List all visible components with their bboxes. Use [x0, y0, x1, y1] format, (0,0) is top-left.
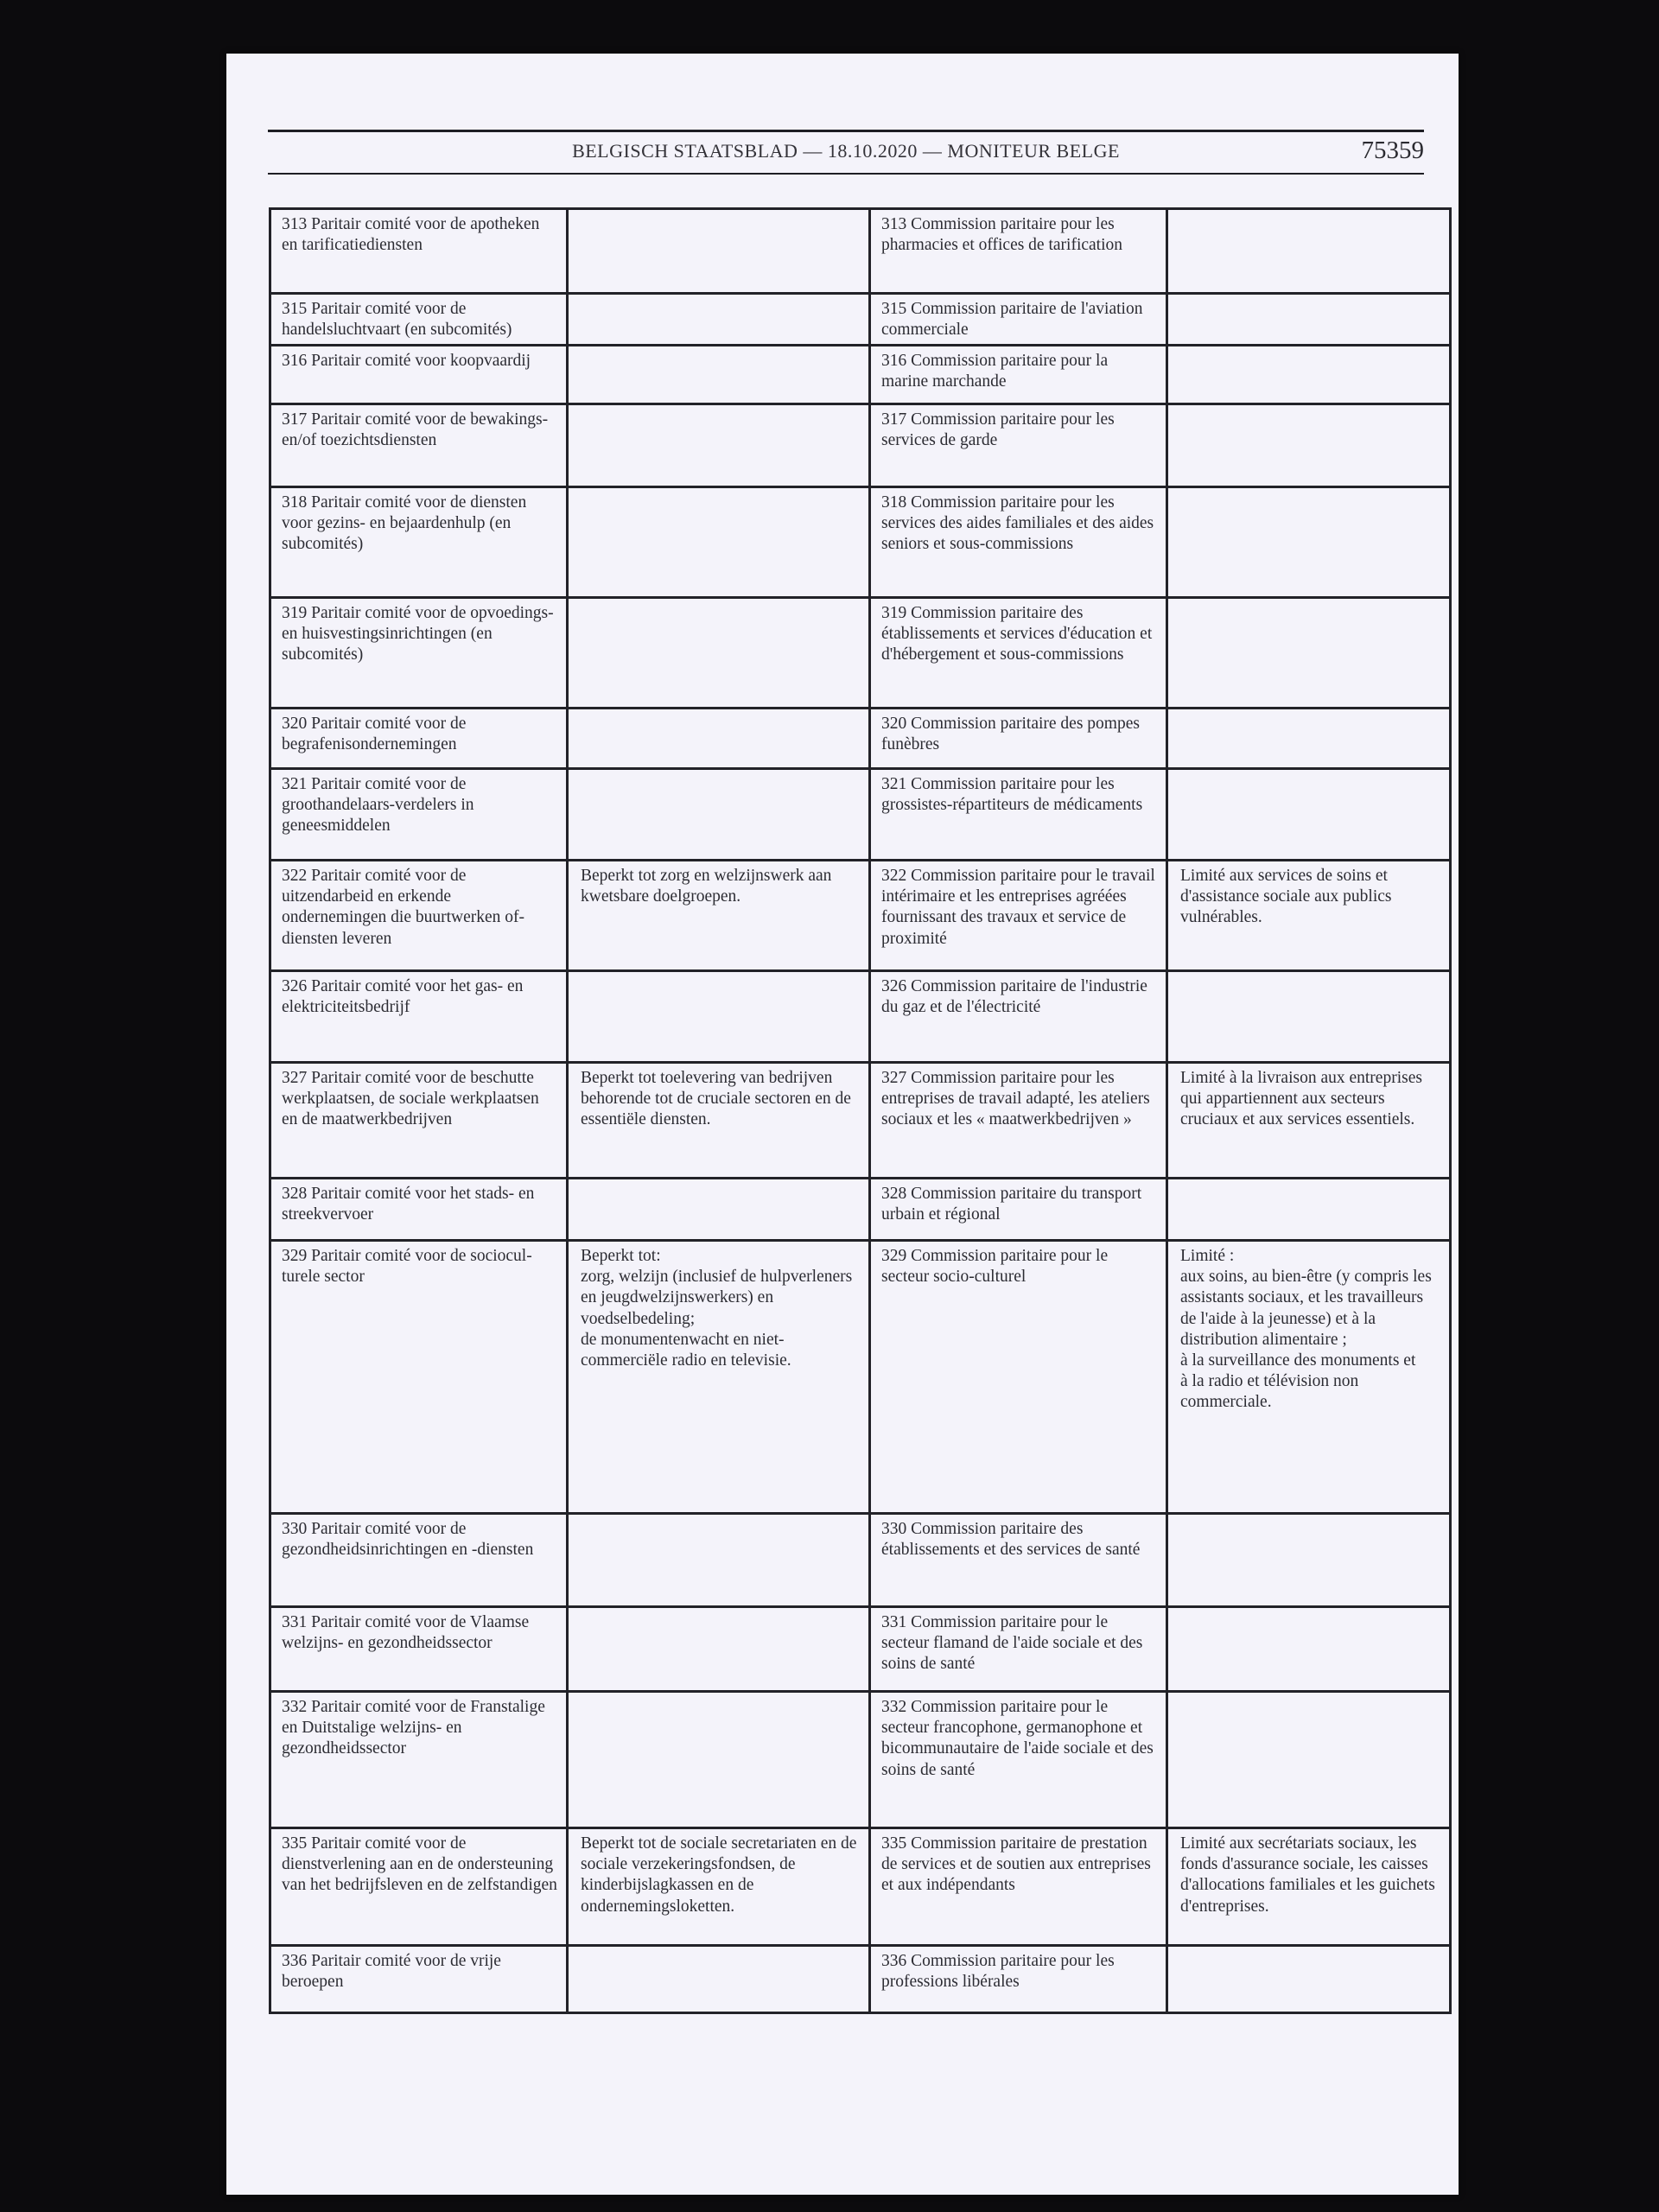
committee-fr-cell-text: 315 Commission paritaire de l'aviation commerciale: [881, 300, 1143, 340]
committee-fr-cell-text: 329 Commission paritaire pour le secteur socio-culturel: [881, 1247, 1109, 1287]
table-row: [270, 1514, 1451, 1607]
committee-fr-cell-text: 330 Commission paritaire des établissements et des services de santé: [881, 1520, 1141, 1560]
committee-fr-cell: [870, 598, 1167, 709]
committee-nl-cell-text: 336 Paritair comité voor de vrije beroepen: [282, 1952, 501, 1992]
restriction-fr-cell: [1167, 404, 1451, 487]
restriction-nl-cell: [568, 1179, 870, 1241]
table-row: [270, 861, 1451, 971]
committee-fr-cell: [870, 1692, 1167, 1828]
committee-table-wrapper: [269, 207, 1449, 2014]
table-row: [270, 598, 1451, 709]
restriction-nl-cell: [568, 971, 870, 1063]
committee-fr-cell: [870, 487, 1167, 598]
restriction-fr-cell-text: Limité : aux soins, au bien-être (y compris les assistants sociaux, et les travailleurs de l'aide à la jeunesse) et à la distribution alimentaire ; à la surveillance des monuments et à la radio et télévision non commerciale.: [1180, 1247, 1432, 1412]
committee-fr-cell-text: 326 Commission paritaire de l'industrie du gaz et de l'électricité: [881, 977, 1147, 1017]
restriction-nl-cell: [568, 1063, 870, 1179]
committee-fr-cell: [870, 1946, 1167, 2013]
committee-fr-cell-text: 317 Commission paritaire pour les services de garde: [881, 410, 1115, 450]
table-body: [270, 209, 1451, 2013]
committee-nl-cell: [270, 971, 568, 1063]
restriction-nl-cell: [568, 1607, 870, 1692]
committee-nl-cell-text: 319 Paritair comité voor de opvoedings- en huisvestingsinrichtingen (en subcomités): [282, 604, 554, 664]
header-top-rule: [268, 130, 1424, 132]
page-number: 75359: [1361, 137, 1424, 164]
committee-fr-cell-text: 332 Commission paritaire pour le secteur francophone, germanophone et bicommunautaire de l'aide sociale et des soins de santé: [881, 1698, 1154, 1779]
committee-fr-cell: [870, 769, 1167, 861]
table-row: [270, 1828, 1451, 1946]
table-row: [270, 346, 1451, 404]
committee-nl-cell-text: 320 Paritair comité voor de begrafenisondernemingen: [282, 715, 467, 754]
restriction-nl-cell: [568, 709, 870, 769]
committee-fr-cell-text: 331 Commission paritaire pour le secteur flamand de l'aide sociale et des soins de santé: [881, 1613, 1143, 1674]
restriction-fr-cell-text: Limité aux services de soins et d'assistance sociale aux publics vulnérables.: [1180, 867, 1392, 927]
committee-fr-cell: [870, 971, 1167, 1063]
committee-nl-cell: [270, 294, 568, 346]
restriction-nl-cell: [568, 1692, 870, 1828]
committee-fr-cell: [870, 1179, 1167, 1241]
table-row: [270, 1692, 1451, 1828]
table-row: [270, 487, 1451, 598]
committee-nl-cell: [270, 861, 568, 971]
committee-fr-cell: [870, 1828, 1167, 1946]
table-row: [270, 1241, 1451, 1514]
restriction-nl-cell: [568, 861, 870, 971]
restriction-fr-cell: [1167, 1692, 1451, 1828]
restriction-nl-cell: [568, 209, 870, 294]
committee-nl-cell: [270, 1692, 568, 1828]
restriction-fr-cell: [1167, 709, 1451, 769]
committee-nl-cell-text: 321 Paritair comité voor de groothandelaars-verdelers in geneesmiddelen: [282, 775, 474, 836]
committee-nl-cell-text: 335 Paritair comité voor de dienstverlening aan en de ondersteuning van het bedrijfsleven en de zelfstandigen: [282, 1834, 557, 1895]
committee-fr-cell-text: 327 Commission paritaire pour les entreprises de travail adapté, les ateliers sociaux et les « maatwerkbedrijven »: [881, 1069, 1150, 1129]
committee-nl-cell-text: 329 Paritair comité voor de socioculturele sector: [282, 1247, 532, 1287]
restriction-fr-cell: [1167, 1828, 1451, 1946]
restriction-fr-cell: [1167, 1514, 1451, 1607]
committee-nl-cell: [270, 769, 568, 861]
committee-nl-cell: [270, 1063, 568, 1179]
committee-nl-cell: [270, 709, 568, 769]
restriction-fr-cell: [1167, 1946, 1451, 2013]
restriction-fr-cell: [1167, 861, 1451, 971]
committee-fr-cell-text: 322 Commission paritaire pour le travail intérimaire et les entreprises agréées fournissant des travaux et service de proximité: [881, 867, 1155, 948]
committee-nl-cell: [270, 1828, 568, 1946]
committee-nl-cell: [270, 209, 568, 294]
committee-nl-cell-text: 315 Paritair comité voor de handelsluchtvaart (en subcomités): [282, 300, 512, 340]
committee-nl-cell-text: 332 Paritair comité voor de Franstalige en Duitstalige welzijns- en gezondheidssector: [282, 1698, 545, 1758]
table-row: [270, 709, 1451, 769]
restriction-nl-cell: [568, 346, 870, 404]
committee-nl-cell-text: 330 Paritair comité voor de gezondheidsinrichtingen en -diensten: [282, 1520, 534, 1560]
committee-nl-cell-text: 322 Paritair comité voor de uitzendarbeid en erkende ondernemingen die buurtwerken of- diensten leveren: [282, 867, 525, 948]
committee-fr-cell: [870, 861, 1167, 971]
restriction-nl-cell: [568, 404, 870, 487]
restriction-nl-cell-text: Beperkt tot zorg en welzijnswerk aan kwetsbare doelgroepen.: [581, 867, 832, 906]
committee-fr-cell: [870, 1514, 1167, 1607]
restriction-nl-cell: [568, 1241, 870, 1514]
committee-nl-cell-text: 313 Paritair comité voor de apotheken en tarificatiediensten: [282, 215, 540, 255]
committee-fr-cell-text: 335 Commission paritaire de prestation de services et de soutien aux entreprises et aux indépendants: [881, 1834, 1151, 1895]
committee-nl-cell-text: 317 Paritair comité voor de bewakings- en/of toezichtsdiensten: [282, 410, 549, 450]
committee-fr-cell-text: 320 Commission paritaire des pompes funèbres: [881, 715, 1140, 754]
committee-nl-cell-text: 316 Paritair comité voor koopvaardij: [282, 352, 531, 370]
restriction-fr-cell: [1167, 209, 1451, 294]
restriction-fr-cell: [1167, 1179, 1451, 1241]
committee-nl-cell: [270, 1946, 568, 2013]
restriction-nl-cell: [568, 1828, 870, 1946]
restriction-nl-cell-text: Beperkt tot toelevering van bedrijven behorende tot de cruciale sectoren en de essentiële diensten.: [581, 1069, 851, 1129]
restriction-nl-cell: [568, 1946, 870, 2013]
committee-fr-cell: [870, 209, 1167, 294]
committee-nl-cell-text: 327 Paritair comité voor de beschutte werkplaatsen, de sociale werkplaatsen en de maatwerkbedrijven: [282, 1069, 539, 1129]
committee-fr-cell: [870, 294, 1167, 346]
restriction-nl-cell: [568, 769, 870, 861]
header-bottom-rule: [268, 173, 1424, 175]
restriction-fr-cell-text: Limité aux secrétariats sociaux, les fonds d'assurance sociale, les caisses d'allocations familiales et les guichets d'entreprises.: [1180, 1834, 1435, 1916]
restriction-fr-cell: [1167, 346, 1451, 404]
restriction-fr-cell: [1167, 1063, 1451, 1179]
table-row: [270, 209, 1451, 294]
committee-fr-cell-text: 319 Commission paritaire des établissements et services d'éducation et d'hébergement et sous-commissions: [881, 604, 1153, 664]
table-row: [270, 1607, 1451, 1692]
restriction-nl-cell-text: Beperkt tot de sociale secretariaten en de sociale verzekeringsfondsen, de kinderbijslagkassen en de ondernemingsloketten.: [581, 1834, 857, 1916]
committee-fr-cell-text: 318 Commission paritaire pour les services des aides familiales et des aides seniors et sous-commissions: [881, 493, 1154, 554]
committee-nl-cell: [270, 487, 568, 598]
committee-fr-cell: [870, 709, 1167, 769]
restriction-nl-cell: [568, 294, 870, 346]
committee-fr-cell: [870, 1241, 1167, 1514]
committee-nl-cell-text: 326 Paritair comité voor het gas- en elektriciteitsbedrijf: [282, 977, 524, 1017]
restriction-fr-cell: [1167, 487, 1451, 598]
committee-fr-cell-text: 316 Commission paritaire pour la marine marchande: [881, 352, 1109, 391]
restriction-nl-cell: [568, 598, 870, 709]
committee-fr-cell-text: 336 Commission paritaire pour les professions libérales: [881, 1952, 1115, 1992]
committee-nl-cell: [270, 1607, 568, 1692]
committee-nl-cell: [270, 404, 568, 487]
restriction-fr-cell-text: Limité à la livraison aux entreprises qui appartiennent aux secteurs cruciaux et aux services essentiels.: [1180, 1069, 1422, 1129]
table-row: [270, 1063, 1451, 1179]
restriction-nl-cell: [568, 1514, 870, 1607]
table-row: [270, 769, 1451, 861]
committee-nl-cell: [270, 1241, 568, 1514]
committee-nl-cell: [270, 346, 568, 404]
committee-nl-cell-text: 328 Paritair comité voor het stads- en streekvervoer: [282, 1185, 535, 1224]
committee-fr-cell: [870, 1607, 1167, 1692]
committee-fr-cell: [870, 404, 1167, 487]
restriction-fr-cell: [1167, 971, 1451, 1063]
table-row: [270, 1179, 1451, 1241]
committee-fr-cell-text: 313 Commission paritaire pour les pharmacies et offices de tarification: [881, 215, 1123, 255]
table-row: [270, 971, 1451, 1063]
committee-nl-cell-text: 331 Paritair comité voor de Vlaamse welzijns- en gezondheidssector: [282, 1613, 530, 1653]
table-row: [270, 404, 1451, 487]
joint-committee-table: [269, 207, 1452, 2014]
restriction-fr-cell: [1167, 1241, 1451, 1514]
committee-nl-cell: [270, 1179, 568, 1241]
restriction-nl-cell-text: Beperkt tot: zorg, welzijn (inclusief de hulpverleners en jeugdwelzijnswerkers) en voedselbedeling; de monumentenwacht en niet-commerciële radio en televisie.: [581, 1247, 853, 1370]
restriction-nl-cell: [568, 487, 870, 598]
table-row: [270, 294, 1451, 346]
committee-fr-cell-text: 321 Commission paritaire pour les grossistes-répartiteurs de médicaments: [881, 775, 1143, 815]
page-header-title: BELGISCH STAATSBLAD — 18.10.2020 — MONITEUR BELGE: [572, 140, 1120, 162]
committee-fr-cell: [870, 1063, 1167, 1179]
committee-fr-cell-text: 328 Commission paritaire du transport urbain et régional: [881, 1185, 1142, 1224]
document-page: [226, 54, 1459, 2195]
restriction-fr-cell: [1167, 1607, 1451, 1692]
committee-nl-cell: [270, 598, 568, 709]
restriction-fr-cell: [1167, 294, 1451, 346]
restriction-fr-cell: [1167, 769, 1451, 861]
committee-nl-cell: [270, 1514, 568, 1607]
restriction-fr-cell: [1167, 598, 1451, 709]
committee-nl-cell-text: 318 Paritair comité voor de diensten voor gezins- en bejaardenhulp (en subcomités): [282, 493, 527, 554]
table-row: [270, 1946, 1451, 2013]
committee-fr-cell: [870, 346, 1167, 404]
